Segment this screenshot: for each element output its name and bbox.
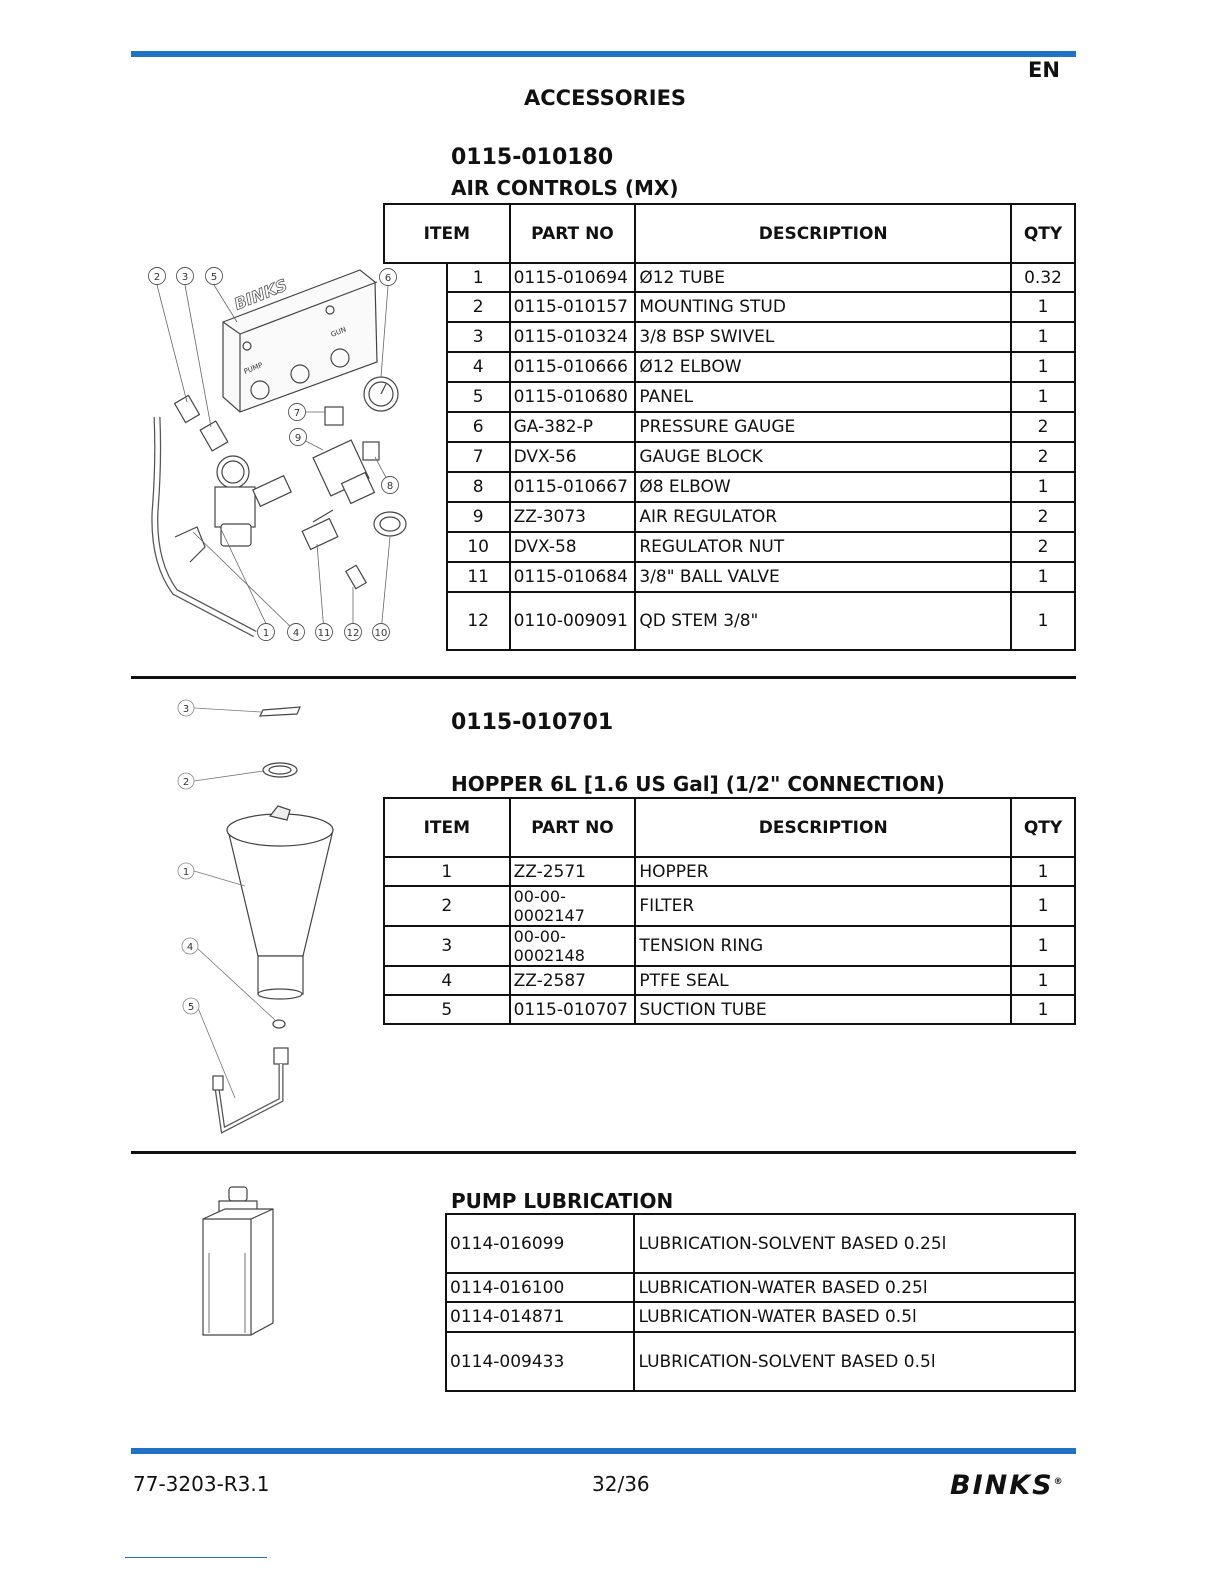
- language-label: EN: [1028, 58, 1060, 82]
- table-header-row: [384, 204, 1075, 263]
- section-divider: [131, 676, 1076, 679]
- table-row: [446, 1214, 1075, 1273]
- column-header-qty: QTY: [1011, 798, 1075, 857]
- desc-cell: PANEL: [635, 382, 1011, 412]
- desc-cell: PTFE SEAL: [635, 966, 1011, 995]
- svg-text:3: 3: [182, 704, 190, 715]
- qty-cell: 1: [1011, 292, 1075, 322]
- item-cell: 11: [447, 562, 510, 592]
- svg-text:1: 1: [262, 628, 270, 639]
- qty-cell: 1: [1011, 592, 1075, 650]
- table-row: [384, 886, 1075, 926]
- lubrication-table: [445, 1213, 1076, 1392]
- svg-text:BINKS: BINKS: [231, 275, 290, 314]
- desc-cell: HOPPER: [635, 857, 1011, 886]
- table-row: [384, 352, 1075, 382]
- table-row: [384, 926, 1075, 966]
- column-header-description: DESCRIPTION: [635, 204, 1011, 263]
- bottom-rule: [131, 1448, 1076, 1454]
- svg-text:4: 4: [292, 628, 300, 639]
- item-cell: 8: [447, 472, 510, 502]
- part-cell: GA-382-P: [510, 412, 636, 442]
- desc-cell: REGULATOR NUT: [635, 532, 1011, 562]
- table-row: [384, 442, 1075, 472]
- svg-text:8: 8: [386, 481, 394, 492]
- column-header-item: ITEM: [384, 204, 510, 263]
- svg-text:GUN: GUN: [329, 325, 348, 339]
- desc-cell: LUBRICATION-WATER BASED 0.25l: [634, 1273, 1075, 1302]
- item-cell: 3: [447, 322, 510, 352]
- desc-cell: SUCTION TUBE: [635, 995, 1011, 1024]
- item-cell: 4: [447, 352, 510, 382]
- qty-cell: 2: [1011, 532, 1075, 562]
- svg-text:6: 6: [384, 273, 392, 284]
- air-controls-table: [383, 203, 1076, 651]
- part-cell: 0115-010707: [510, 995, 636, 1024]
- part-cell: 0114-014871: [446, 1302, 634, 1332]
- qty-cell: 1: [1011, 562, 1075, 592]
- desc-cell: AIR REGULATOR: [635, 502, 1011, 532]
- tension-ring-shape: [260, 707, 300, 716]
- qty-cell: 1: [1011, 322, 1075, 352]
- item-cell: 7: [447, 442, 510, 472]
- page-title: ACCESSORIES: [524, 86, 687, 110]
- item-cell: 9: [447, 502, 510, 532]
- hopper-part-number: 0115-010701: [451, 710, 614, 735]
- part-cell: 0114-016100: [446, 1273, 634, 1302]
- svg-text:5: 5: [187, 1002, 195, 1013]
- svg-text:5: 5: [210, 272, 218, 283]
- svg-text:2: 2: [153, 272, 161, 283]
- svg-text:12: 12: [346, 628, 360, 639]
- item-cell: 3: [384, 926, 510, 966]
- svg-text:2: 2: [182, 777, 190, 788]
- qty-cell: 1: [1011, 857, 1075, 886]
- suction-tube-fitting: [274, 1048, 288, 1064]
- table-row: [384, 412, 1075, 442]
- table-row: [446, 1273, 1075, 1302]
- table-row: [384, 292, 1075, 322]
- table-row: [384, 382, 1075, 412]
- svg-text:PUMP: PUMP: [242, 361, 264, 376]
- table-row: [384, 472, 1075, 502]
- desc-cell: FILTER: [635, 886, 1011, 926]
- column-header-qty: QTY: [1011, 204, 1075, 263]
- hopper-shape: [228, 830, 333, 956]
- qty-cell: 1: [1011, 966, 1075, 995]
- svg-text:7: 7: [293, 408, 301, 419]
- air-controls-diagram: [145, 262, 405, 647]
- item-cell: 5: [447, 382, 510, 412]
- part-cell: 0115-010157: [510, 292, 636, 322]
- table-row: [384, 322, 1075, 352]
- table-row: [384, 592, 1075, 650]
- desc-cell: LUBRICATION-SOLVENT BASED 0.5l: [634, 1332, 1075, 1391]
- air-controls-title: AIR CONTROLS (MX): [451, 176, 679, 200]
- qty-cell: 1: [1011, 382, 1075, 412]
- air-controls-part-number: 0115-010180: [451, 145, 614, 170]
- qty-cell: 1: [1011, 886, 1075, 926]
- hopper-diagram: [175, 698, 355, 1138]
- svg-text:4: 4: [186, 942, 194, 953]
- table-row: [384, 857, 1075, 886]
- desc-cell: Ø12 TUBE: [635, 263, 1011, 292]
- part-cell: DVX-58: [510, 532, 636, 562]
- desc-cell: LUBRICATION-WATER BASED 0.5l: [634, 1302, 1075, 1332]
- table-header-row: [384, 798, 1075, 857]
- table-row: [384, 966, 1075, 995]
- qty-cell: 1: [1011, 995, 1075, 1024]
- part-cell: ZZ-3073: [510, 502, 636, 532]
- top-rule: [131, 51, 1076, 57]
- binks-logo: BINKS®: [950, 1470, 1065, 1501]
- item-cell: 12: [447, 592, 510, 650]
- item-cell: 4: [384, 966, 510, 995]
- table-row: [384, 502, 1075, 532]
- desc-cell: LUBRICATION-SOLVENT BASED 0.25l: [634, 1214, 1075, 1273]
- part-cell: ZZ-2571: [510, 857, 636, 886]
- desc-cell: 3/8 BSP SWIVEL: [635, 322, 1011, 352]
- section-divider: [131, 1151, 1076, 1154]
- desc-cell: 3/8" BALL VALVE: [635, 562, 1011, 592]
- qty-cell: 2: [1011, 502, 1075, 532]
- part-cell: ZZ-2587: [510, 966, 636, 995]
- lubrication-title: PUMP LUBRICATION: [451, 1189, 674, 1213]
- desc-cell: GAUGE BLOCK: [635, 442, 1011, 472]
- part-cell: 0115-010666: [510, 352, 636, 382]
- desc-cell: TENSION RING: [635, 926, 1011, 966]
- table-row: [446, 1332, 1075, 1391]
- table-row: [384, 263, 1075, 292]
- part-cell: 0114-009433: [446, 1332, 634, 1391]
- qty-cell: 1: [1011, 472, 1075, 502]
- item-cell: 10: [447, 532, 510, 562]
- part-cell: 0114-016099: [446, 1214, 634, 1273]
- part-cell: 00-00-0002147: [510, 886, 636, 926]
- qty-cell: 0.32: [1011, 263, 1075, 292]
- svg-text:3: 3: [181, 272, 189, 283]
- table-row: [384, 532, 1075, 562]
- hopper-title: HOPPER 6L [1.6 US Gal] (1/2" CONNECTION): [451, 772, 945, 796]
- part-cell: 0115-010694: [510, 263, 636, 292]
- qty-cell: 1: [1011, 926, 1075, 966]
- ptfe-seal-shape: [273, 1020, 285, 1028]
- document-number: 77-3203-R3.1: [133, 1472, 270, 1496]
- footer-link-underline: [125, 1557, 267, 1558]
- part-cell: 0115-010680: [510, 382, 636, 412]
- desc-cell: MOUNTING STUD: [635, 292, 1011, 322]
- item-cell: 1: [447, 263, 510, 292]
- column-header-description: DESCRIPTION: [635, 798, 1011, 857]
- page-number: 32/36: [592, 1472, 650, 1496]
- part-cell: 0115-010667: [510, 472, 636, 502]
- svg-text:11: 11: [317, 628, 331, 639]
- qty-cell: 2: [1011, 412, 1075, 442]
- table-row: [384, 562, 1075, 592]
- svg-text:10: 10: [374, 628, 388, 639]
- column-header-part-no: PART NO: [510, 798, 636, 857]
- qty-cell: 2: [1011, 442, 1075, 472]
- part-cell: 00-00-0002148: [510, 926, 636, 966]
- desc-cell: Ø8 ELBOW: [635, 472, 1011, 502]
- part-cell: DVX-56: [510, 442, 636, 472]
- qty-cell: 1: [1011, 352, 1075, 382]
- table-row: [384, 995, 1075, 1024]
- lubrication-bottle-illustration: [195, 1183, 285, 1343]
- column-header-item: ITEM: [384, 798, 510, 857]
- column-header-part-no: PART NO: [510, 204, 636, 263]
- desc-cell: PRESSURE GAUGE: [635, 412, 1011, 442]
- hopper-table: [383, 797, 1076, 1025]
- item-cell: 6: [447, 412, 510, 442]
- svg-text:1: 1: [182, 867, 190, 878]
- desc-cell: Ø12 ELBOW: [635, 352, 1011, 382]
- svg-text:9: 9: [294, 433, 302, 444]
- item-cell: 5: [384, 995, 510, 1024]
- item-cell: 1: [384, 857, 510, 886]
- table-row: [446, 1302, 1075, 1332]
- item-cell: 2: [447, 292, 510, 322]
- item-cell: 2: [384, 886, 510, 926]
- part-cell: 0115-010684: [510, 562, 636, 592]
- desc-cell: QD STEM 3/8": [635, 592, 1011, 650]
- part-cell: 0110-009091: [510, 592, 636, 650]
- part-cell: 0115-010324: [510, 322, 636, 352]
